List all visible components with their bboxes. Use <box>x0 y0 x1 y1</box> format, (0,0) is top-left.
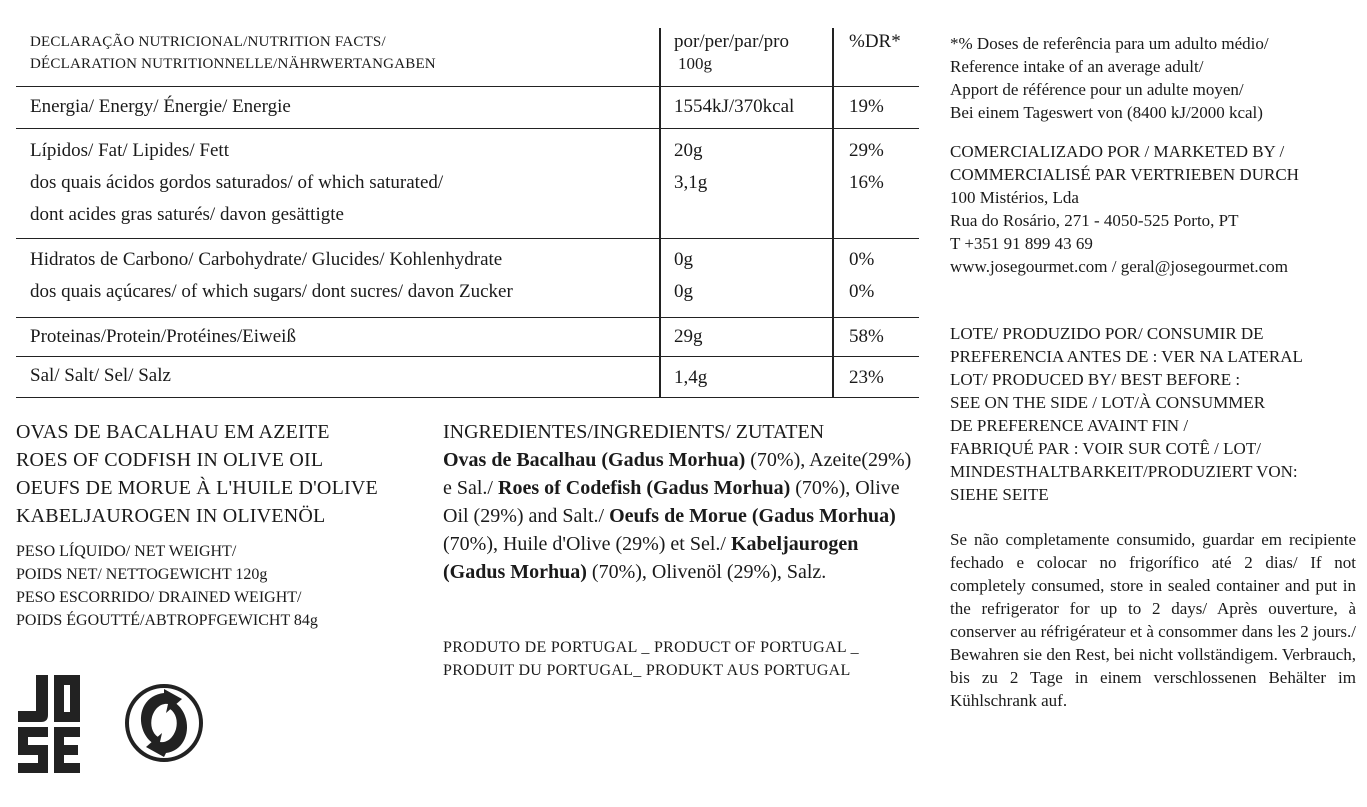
company-phone: T +351 91 899 43 69 <box>950 234 1093 253</box>
nutrient-value: 1554kJ/370kcal <box>674 96 795 117</box>
lot-line: LOTE/ PRODUZIDO POR/ CONSUMIR DE <box>950 324 1264 343</box>
product-name-line: OEUFS DE MORUE À L'HUILE D'OLIVE <box>16 477 378 499</box>
note-line: Apport de référence pour un adulte moyen/ <box>950 80 1244 99</box>
nutrient-dr: 29% <box>849 140 884 161</box>
company-name: 100 Mistérios, Lda <box>950 188 1079 207</box>
ingredient-bold: Ovas de Bacalhau (Gadus Morhua) <box>443 449 746 471</box>
product-name <box>16 418 378 530</box>
ingredients-block <box>443 418 913 586</box>
nutrient-label: Energia/ Energy/ Énergie/ Energie <box>30 96 291 117</box>
nutrient-label: Proteinas/Protein/Protéines/Eiweiß <box>30 326 296 347</box>
nutrition-row-carbohydrate <box>16 239 919 318</box>
weight-line: PESO ESCORRIDO/ DRAINED WEIGHT/ <box>16 589 302 606</box>
nutrition-title-line: DECLARAÇÃO NUTRICIONAL/NUTRITION FACTS/ <box>30 34 386 50</box>
nutrient-dr: 23% <box>849 367 884 388</box>
nutrient-value: 1,4g <box>674 367 708 388</box>
lot-line: SEE ON THE SIDE / LOT/À CONSUMMER <box>950 393 1266 412</box>
marketed-by <box>950 140 1299 278</box>
nutrient-value: 0g <box>674 281 693 302</box>
dr-header: %DR* <box>849 31 901 52</box>
product-name-line: ROES OF CODFISH IN OLIVE OIL <box>16 449 324 471</box>
nutrient-value: 3,1g <box>674 172 708 193</box>
lot-line: LOT/ PRODUCED BY/ BEST BEFORE : <box>950 370 1241 389</box>
ingredient-bold: Roes of Codefish (Gadus Morhua) <box>498 477 791 499</box>
per-header-line: por/per/par/pro <box>674 31 790 52</box>
weight-line: POIDS NET/ NETTOGEWICHT 120g <box>16 566 268 583</box>
lot-info <box>950 322 1303 506</box>
product-name-line: KABELJAUROGEN IN OLIVENÖL <box>16 505 326 527</box>
nutrition-row-fat <box>16 129 919 239</box>
nutrition-row-energy <box>16 87 919 129</box>
nutrient-dr: 19% <box>849 96 884 117</box>
nutrition-title-line: DÉCLARATION NUTRITIONNELLE/NÄHRWERTANGABEN <box>30 56 436 72</box>
company-web-email: www.josegourmet.com / geral@josegourmet.com <box>950 257 1288 276</box>
lot-line: FABRIQUÉ PAR : VOIR SUR COTÊ / LOT/ <box>950 439 1261 458</box>
note-line: Reference intake of an average adult/ <box>950 57 1204 76</box>
ingredient-text: (70%), Olivenöl (29%), Salz. <box>586 561 827 583</box>
lot-line: SIEHE SEITE <box>950 485 1049 504</box>
nutrient-dr: 0% <box>849 249 875 270</box>
product-name-line: OVAS DE BACALHAU EM AZEITE <box>16 421 330 443</box>
origin-line: PRODUTO DE PORTUGAL _ PRODUCT OF PORTUGAL _ <box>443 639 859 656</box>
marketed-line: COMMERCIALISÉ PAR VERTRIEBEN DURCH <box>950 165 1299 184</box>
nutrient-label: Sal/ Salt/ Sel/ Salz <box>30 365 171 386</box>
nutrition-row-salt <box>16 357 919 398</box>
nutrient-label: Hidratos de Carbono/ Carbohydrate/ Glucides/ Kohlenhydrate <box>30 249 503 270</box>
ingredient-text: (70%), Huile d'Olive (29%) et Sel./ <box>443 533 731 555</box>
lot-line: MINDESTHALTBARKEIT/PRODUZIERT VON: <box>950 462 1298 481</box>
nutrition-title <box>30 31 436 75</box>
lot-line: DE PREFERENCE AVAINT FIN / <box>950 416 1189 435</box>
nutrient-dr: 0% <box>849 281 875 302</box>
weight-line: PESO LÍQUIDO/ NET WEIGHT/ <box>16 543 237 560</box>
nutrition-header-row <box>16 28 919 87</box>
marketed-line: COMERCIALIZADO POR / MARKETED BY / <box>950 142 1285 161</box>
product-weights <box>16 540 318 632</box>
nutrient-value: 20g <box>674 140 703 161</box>
reference-intake-note <box>950 32 1269 124</box>
ingredient-bold: Kabeljaurogen (Gadus Morhua) <box>443 533 859 583</box>
origin-line: PRODUIT DU PORTUGAL_ PRODUKT AUS PORTUGAL <box>443 662 851 679</box>
nutrient-label: dos quais ácidos gordos saturados/ of which saturated/ <box>30 172 444 193</box>
company-address: Rua do Rosário, 271 - 4050-525 Porto, PT <box>950 211 1239 230</box>
ingredient-text: (70%), Olive Oil (29%) and Salt./ <box>443 477 900 527</box>
ingredient-text: (70%), Azeite(29%) e Sal./ <box>443 449 912 499</box>
per-header-line: 100g <box>678 54 712 73</box>
storage-instructions: Se não completamente consumido, guardar em recipiente fechado e colocar no frigorífico até 2 dias/ If not completely consumed, store in sealed container and put in the refrigerator for up to 2 days/ Après ouverture, à conserver au réfrigérateur et à consommer dans les 2 jours./ Bewahren sie den Rest, bei nicht vollständigem. Verbrauch, bis zu 2 Tage in einem verschlossenen Behälter im Kühlschrank auf. <box>950 530 1356 710</box>
nutrient-label: dos quais açúcares/ of which sugars/ dont sucres/ davon Zucker <box>30 281 513 302</box>
nutrition-table <box>16 28 919 398</box>
note-line: Bei einem Tageswert von (8400 kJ/2000 kcal) <box>950 103 1263 122</box>
nutrient-label: dont acides gras saturés/ davon gesättigte <box>30 204 344 225</box>
ingredients-text <box>443 446 913 586</box>
ingredients-title: INGREDIENTES/INGREDIENTS/ ZUTATEN <box>443 421 825 443</box>
ingredient-bold: Oeufs de Morue (Gadus Morhua) <box>609 505 896 527</box>
green-dot-recycle-icon <box>124 683 204 763</box>
origin-statement <box>443 636 859 682</box>
jose-logo-icon <box>16 675 82 775</box>
nutrient-label: Lípidos/ Fat/ Lipides/ Fett <box>30 140 229 161</box>
nutrient-dr: 58% <box>849 326 884 347</box>
lot-line: PREFERENCIA ANTES DE : VER NA LATERAL <box>950 347 1303 366</box>
nutrient-value: 0g <box>674 249 693 270</box>
nutrient-dr: 16% <box>849 172 884 193</box>
per-100g-header <box>674 30 789 74</box>
nutrient-value: 29g <box>674 326 703 347</box>
nutrition-row-protein <box>16 318 919 357</box>
weight-line: POIDS ÉGOUTTÉ/ABTROPFGEWICHT 84g <box>16 612 318 629</box>
note-line: *% Doses de referência para um adulto médio/ <box>950 34 1269 53</box>
